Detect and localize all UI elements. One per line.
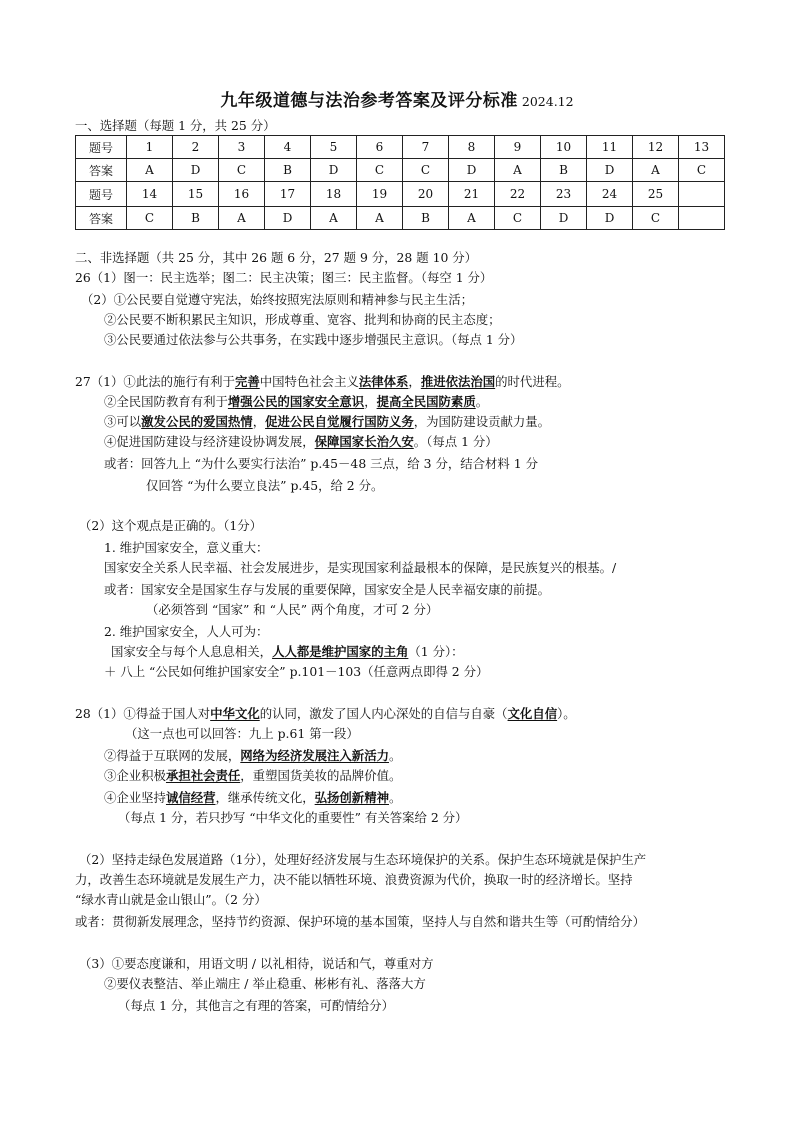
q27-2-l7-text-2: （1 分）： [408,644,464,659]
answer-cell: C [357,159,403,182]
q27-p1-text-2: 中国特色社会主义 [259,374,359,389]
title-main: 九年级道德与法治参考答案及评分标准 [220,91,518,111]
question-number-cell: 14 [127,182,173,207]
q27-p2-key-2: 提高全民国防素质 [376,394,476,409]
table-row [76,136,725,159]
question-number-cell: 23 [541,182,587,207]
row-label: 题号 [76,136,127,159]
answer-cell: D [173,159,219,182]
q27-p1-key-3: 推进依法治国 [420,374,496,389]
q27-p1-text-3: 的时代进程。 [495,374,570,389]
answer-cell: B [403,207,449,230]
q26-line-2: （2）①公民要自觉遵守宪法，始终按照宪法原则和精神参与民主生活； [81,292,473,307]
q28-line-4 [104,768,401,784]
question-number-cell: 12 [633,136,679,159]
q28-3-line-3: （每点 1 分，其他言之有理的答案，可酌情给分） [118,998,394,1013]
q27-p3-key-1: 激发公民的爱国热情 [141,414,253,429]
q27-2-line-3: 国家安全关系人民幸福、社会发展进步，是实现国家利益最根本的保障，是民族复兴的根基。/ [104,560,617,575]
row-label: 题号 [76,182,127,207]
answer-cell: A [449,207,495,230]
table-row [76,207,725,230]
q28-l1-key-2: 文化自信 [507,706,558,721]
q27-p2-sep: ， [364,394,377,409]
q27-2-l7-text: 国家安全与每个人息息相关， [111,644,273,659]
q28-l5-text-2: ，继承传统文化， [215,790,315,805]
q27-p1-text: 27（1）①此法的施行有利于 [75,374,235,389]
q27-p3-text-2: ，为国防建设贡献力量。 [413,414,551,429]
question-number-cell: 11 [587,136,633,159]
q28-l3-key: 网络为经济发展注入新活力 [240,748,389,763]
question-number-cell: 1 [127,136,173,159]
q28-l5-key-1: 诚信经营 [165,790,216,805]
q28-l5-end: 。 [388,790,402,805]
answer-cell: B [173,207,219,230]
q27-2-line-1: （2）这个观点是正确的。（1分） [79,518,263,533]
q27-p4-text-2: 。（每点 1 分） [413,434,498,449]
question-number-cell: 18 [311,182,357,207]
q28-2-line-3: “绿水青山就是金山银山”。（2 分） [75,892,267,907]
q27-alt-1: 或者：回答九上 “为什么要实行法治” p.45－48 三点，给 3 分，结合材料 1 分 [104,456,538,471]
question-number-cell: 4 [265,136,311,159]
answer-cell: C [495,207,541,230]
q27-point-3 [104,414,550,430]
answer-table [75,135,725,230]
question-number-cell: 20 [403,182,449,207]
q28-l4-text-2: ，重塑国货美妆的品牌价值。 [240,768,402,783]
row-label: 答案 [76,159,127,182]
q27-2-l7-key: 人人都是维护国家的主角 [272,644,409,659]
answer-cell: A [357,207,403,230]
question-number-cell: 9 [495,136,541,159]
answer-cell: C [219,159,265,182]
question-number-cell: 5 [311,136,357,159]
q28-l4-key: 承担社会责任 [165,768,241,783]
question-number-cell: 10 [541,136,587,159]
q27-p1-sep: ， [408,374,421,389]
answer-cell: D [541,207,587,230]
q27-2-line-6: 2. 维护国家安全，人人可为： [104,624,269,639]
q27-point-4 [104,434,498,450]
question-number-cell: 15 [173,182,219,207]
question-number-cell: 8 [449,136,495,159]
page-title [0,86,794,111]
q28-2-line-4: 或者：贯彻新发展理念，坚持节约资源、保护环境的基本国策，坚持人与自然和谐共生等（可酌情给分） [75,914,645,929]
question-number-cell: 13 [679,136,725,159]
question-number-cell: 25 [633,182,679,207]
q27-p3-text: ③可以 [104,414,142,429]
q28-l4-text: ③企业积极 [104,768,166,783]
question-number-cell: 17 [265,182,311,207]
q27-p3-key-2: 促进公民自觉履行国防义务 [265,414,414,429]
q28-line-3 [104,748,401,764]
title-date: 2024.12 [521,94,574,109]
q26-line-3: ②公民要不断积累民主知识，形成尊重、宽容、批判和协商的民主态度； [104,312,501,327]
q26-line-4: ③公民要通过依法参与公共事务，在实践中逐步增强民主意识。（每点 1 分） [104,332,523,347]
answer-cell: A [495,159,541,182]
q28-l1-text: 28（1）①得益于国人对 [75,706,211,721]
table-row [76,159,725,182]
section2-heading: 二、非选择题（共 25 分，其中 26 题 6 分，27 题 9 分，28 题 10 分） [75,250,478,265]
question-number-cell: 3 [219,136,265,159]
question-number-cell: 2 [173,136,219,159]
q27-2-line-8: ＋ 八上 “公民如何维护国家安全” p.101－103（任意两点即得 2 分） [104,664,489,679]
answer-cell: C [403,159,449,182]
answer-cell: A [219,207,265,230]
q28-line-5 [104,790,401,806]
answer-cell: D [587,207,633,230]
q28-l1-end: ）。 [557,706,576,721]
question-number-cell: 19 [357,182,403,207]
q27-p2-key-1: 增强公民的国家安全意识 [227,394,365,409]
answer-cell: A [633,159,679,182]
table-row [76,182,725,207]
q27-p2-text: ②全民国防教育有利于 [104,394,228,409]
q27-p4-key: 保障国家长治久安 [314,434,414,449]
answer-cell: A [311,207,357,230]
answer-cell: A [127,159,173,182]
q27-2-line-5: （必须答到 “国家” 和 “人民” 两个角度，才可 2 分） [146,602,439,617]
answer-cell: C [127,207,173,230]
q28-line-2: （这一点也可以回答：九上 p.61 第一段） [125,726,359,741]
q28-3-line-2: ②要仪表整洁、举止端庄 / 举止稳重、彬彬有礼、落落大方 [104,976,426,991]
answer-cell: B [541,159,587,182]
answer-cell: C [633,207,679,230]
q28-l3-end: 。 [388,748,402,763]
q27-p2-end: 。 [475,394,489,409]
q27-2-line-7 [111,644,464,660]
q28-2-line-2: 力，改善生态环境就是发展生产力，决不能以牺牲环境、浪费资源为代价，换取一时的经济增长。坚持 [75,872,633,887]
answer-cell: D [587,159,633,182]
q27-p1-key-1: 完善 [234,374,260,389]
answer-cell: B [265,159,311,182]
q27-p4-text: ④促进国防建设与经济建设协调发展， [104,434,315,449]
q28-line-1 [75,706,576,722]
answer-cell: D [311,159,357,182]
answer-cell: C [679,159,725,182]
answer-cell [679,207,725,230]
question-number-cell: 22 [495,182,541,207]
q27-point-1 [75,374,570,390]
q28-l5-key-2: 弘扬创新精神 [314,790,389,805]
q28-l1-key-1: 中华文化 [210,706,260,721]
q27-2-line-2: 1. 维护国家安全，意义重大： [104,540,269,555]
q28-3-line-1: （3）①要态度谦和，用语文明 / 以礼相待，说话和气，尊重对方 [79,956,434,971]
q27-p1-key-2: 法律体系 [358,374,409,389]
question-number-cell: 7 [403,136,449,159]
q27-2-line-4: 或者：国家安全是国家生存与发展的重要保障，国家安全是人民幸福安康的前提。 [104,582,551,597]
question-number-cell: 6 [357,136,403,159]
answer-cell: D [265,207,311,230]
question-number-cell [679,182,725,207]
q27-point-2 [104,394,488,410]
question-number-cell: 21 [449,182,495,207]
q26-line-1: 26（1）图一：民主选举；图二：民主决策；图三：民主监督。（每空 1 分） [75,270,493,285]
q28-l3-text: ②得益于互联网的发展， [104,748,241,763]
section1-heading: 一、选择题（每题 1 分，共 25 分） [75,118,276,133]
q28-line-6: （每点 1 分，若只抄写 “中华文化的重要性” 有关答案给 2 分） [118,810,468,825]
q27-p3-sep: ， [252,414,266,429]
answer-cell: D [449,159,495,182]
row-label: 答案 [76,207,127,230]
q28-l1-text-2: 的认同，激发了国人内心深处的自信与自豪（ [259,706,508,721]
q27-alt-2: 仅回答 “为什么要立良法” p.45，给 2 分。 [146,478,384,493]
q28-2-line-1: （2）坚持走绿色发展道路（1分），处理好经济发展与生态环境保护的关系。保护生态环境就是保护生产 [79,852,647,867]
q28-l5-text: ④企业坚持 [104,790,166,805]
question-number-cell: 24 [587,182,633,207]
question-number-cell: 16 [219,182,265,207]
